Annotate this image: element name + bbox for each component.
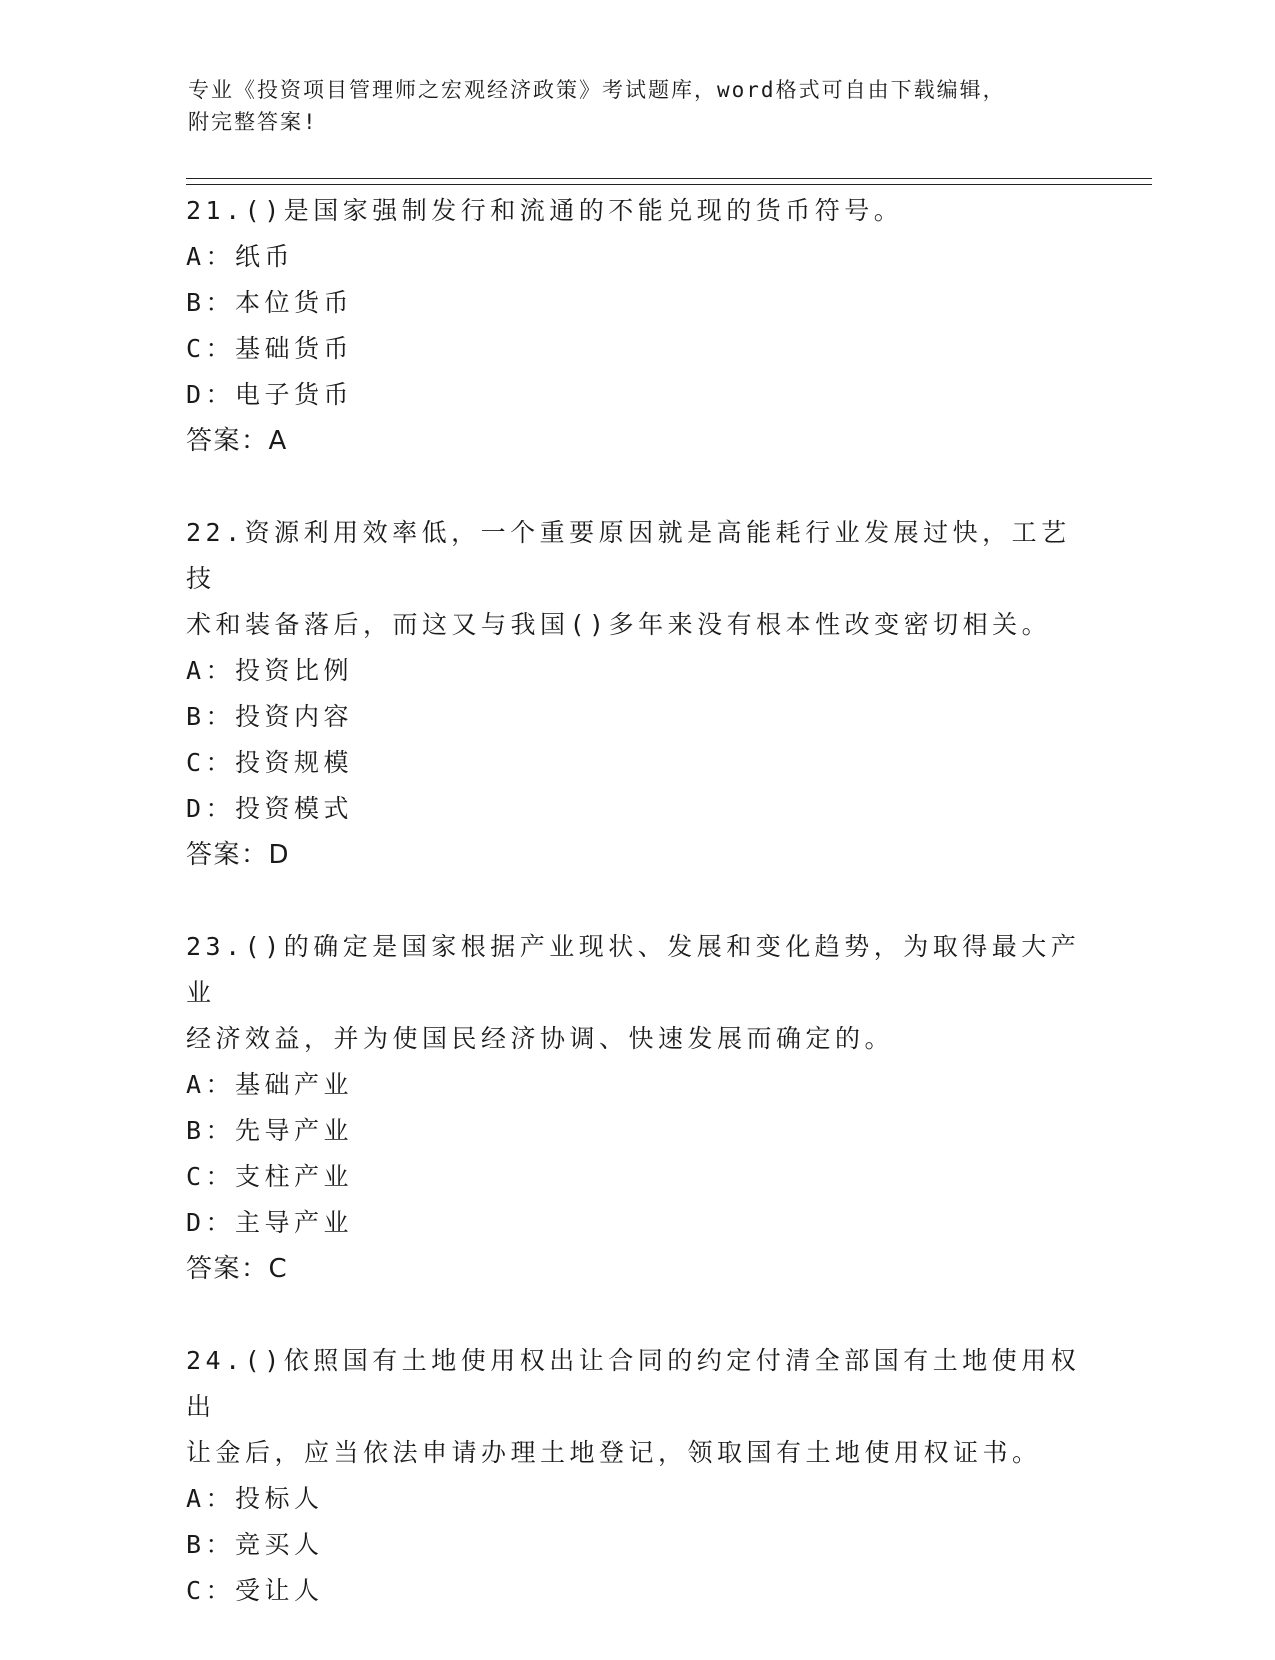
question-stem-line: 24.()依照国有土地使用权出让合同的约定付清全部国有土地使用权出	[186, 1346, 1081, 1421]
option-b: B：投资内容	[186, 702, 354, 731]
option-a: A：投资比例	[186, 656, 354, 685]
option-c: C：投资规模	[186, 748, 354, 777]
answer-label: 答案：C	[186, 1254, 289, 1284]
question-stem-line: 术和装备落后，而这又与我国()多年来没有根本性改变密切相关。	[186, 610, 1052, 639]
question-22	[186, 510, 1086, 878]
option-d: D：主导产业	[186, 1208, 354, 1237]
question-stem-line: 23.()的确定是国家根据产业现状、发展和变化趋势，为取得最大产业	[186, 932, 1081, 1007]
option-d: D：电子货币	[186, 380, 354, 409]
option-a: A：基础产业	[186, 1070, 354, 1099]
header-line-1: 专业《投资项目管理师之宏观经济政策》考试题库，word格式可自由下载编辑，	[188, 78, 1006, 102]
header-line-2: 附完整答案!	[188, 110, 318, 134]
option-b: B：本位货币	[186, 288, 354, 317]
question-24	[186, 1338, 1086, 1614]
header-rule-bottom	[186, 184, 1152, 185]
question-21	[186, 188, 1086, 464]
question-stem-line: 22.资源利用效率低，一个重要原因就是高能耗行业发展过快，工艺技	[186, 518, 1071, 593]
option-c: C：受让人	[186, 1576, 324, 1605]
header-rule-top	[186, 178, 1152, 179]
option-b: B：竞买人	[186, 1530, 324, 1559]
question-stem-line: 让金后，应当依法申请办理土地登记，领取国有土地使用权证书。	[186, 1438, 1042, 1467]
option-b: B：先导产业	[186, 1116, 354, 1145]
option-c: C：支柱产业	[186, 1162, 354, 1191]
answer-label: 答案：D	[186, 840, 291, 870]
option-d: D：投资模式	[186, 794, 354, 823]
answer-label: 答案：A	[186, 426, 288, 456]
option-a: A：投标人	[186, 1484, 324, 1513]
question-list	[186, 188, 1086, 1660]
question-stem-line: 21.()是国家强制发行和流通的不能兑现的货币符号。	[186, 196, 904, 225]
option-c: C：基础货币	[186, 334, 354, 363]
option-a: A：纸币	[186, 242, 295, 271]
question-stem-line: 经济效益，并为使国民经济协调、快速发展而确定的。	[186, 1024, 895, 1053]
document-header	[188, 74, 1068, 138]
question-23	[186, 924, 1086, 1292]
